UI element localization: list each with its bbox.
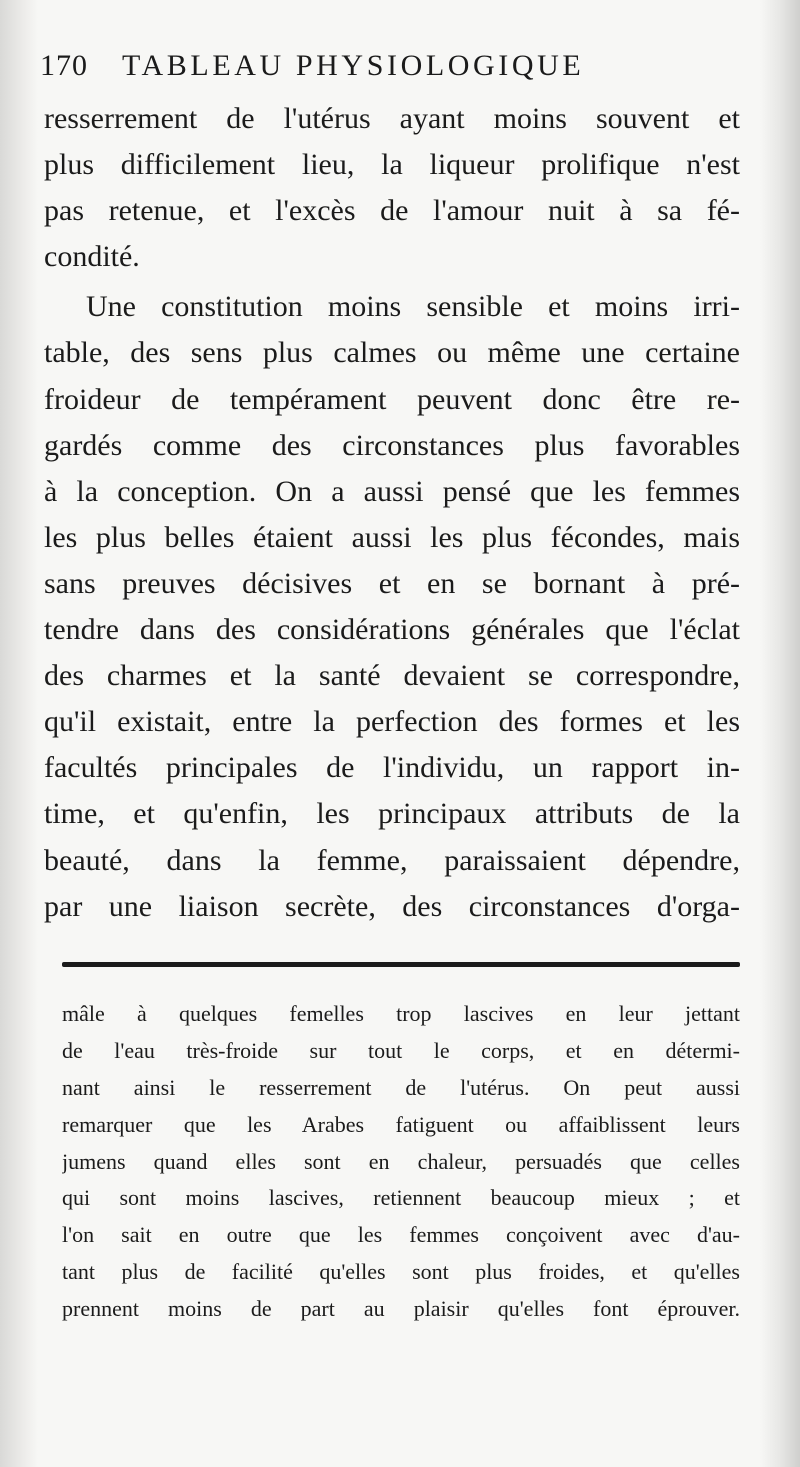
text-line: Une constitution moins sensible et moins irri- xyxy=(86,290,740,324)
footnote-line: tant plus de facilité qu'elles sont plus froides, et qu'elles xyxy=(62,1259,740,1285)
page-edge-shadow xyxy=(760,0,800,1467)
running-title: TABLEAU PHYSIOLOGIQUE xyxy=(122,49,585,82)
text-line: par une liaison secrète, des circonstances d'orga- xyxy=(44,889,740,923)
footnote-line: l'on sait en outre que les femmes conçoivent avec d'au- xyxy=(62,1222,740,1248)
page-number: 170 xyxy=(40,49,88,82)
footnote-line: de l'eau très-froide sur tout le corps, et en détermi- xyxy=(62,1037,740,1063)
footnote-line: nant ainsi le resserrement de l'utérus. On peut aussi xyxy=(62,1074,740,1100)
text-line: plus difficilement lieu, la liqueur prolifique n'est xyxy=(44,148,740,182)
footnote-line: prennent moins de part au plaisir qu'elles font éprouver. xyxy=(62,1296,740,1322)
binding-shadow xyxy=(0,0,38,1467)
text-line: froideur de tempérament peuvent donc être re- xyxy=(44,382,740,416)
footnote-line: mâle à quelques femelles trop lascives en leur jettant xyxy=(62,1001,740,1026)
text-line: table, des sens plus calmes ou même une certaine xyxy=(44,336,740,370)
text-line: tendre dans des considérations générales que l'éclat xyxy=(44,613,740,647)
text-line: beauté, dans la femme, paraissaient dépendre, xyxy=(44,843,740,877)
footnote-line: jumens quand elles sont en chaleur, persuadés que celles xyxy=(62,1148,740,1174)
footnote-line: qui sont moins lascives, retiennent beaucoup mieux ; et xyxy=(62,1185,740,1211)
footnote-rule xyxy=(62,962,740,967)
text-line: des charmes et la santé devaient se correspondre, xyxy=(44,659,740,693)
text-line: qu'il existait, entre la perfection des formes et les xyxy=(44,705,740,739)
text-line: condité. xyxy=(44,240,140,274)
text-line: sans preuves décisives et en se bornant à pré- xyxy=(44,566,740,600)
text-line: pas retenue, et l'excès de l'amour nuit à sa fé- xyxy=(44,194,740,228)
running-header xyxy=(40,44,740,88)
footnote xyxy=(62,996,740,1328)
text-line: facultés principales de l'individu, un rapport in- xyxy=(44,751,740,785)
text-line: les plus belles étaient aussi les plus fécondes, mais xyxy=(44,520,740,554)
text-line: à la conception. On a aussi pensé que les femmes xyxy=(44,474,740,508)
text-line: resserrement de l'utérus ayant moins souvent et xyxy=(44,102,740,135)
text-line: time, et qu'enfin, les principaux attributs de la xyxy=(44,797,740,831)
text-line: gardés comme des circonstances plus favorables xyxy=(44,428,740,462)
main-text xyxy=(44,96,740,930)
footnote-line: remarquer que les Arabes fatiguent ou affaiblissent leurs xyxy=(62,1111,740,1137)
